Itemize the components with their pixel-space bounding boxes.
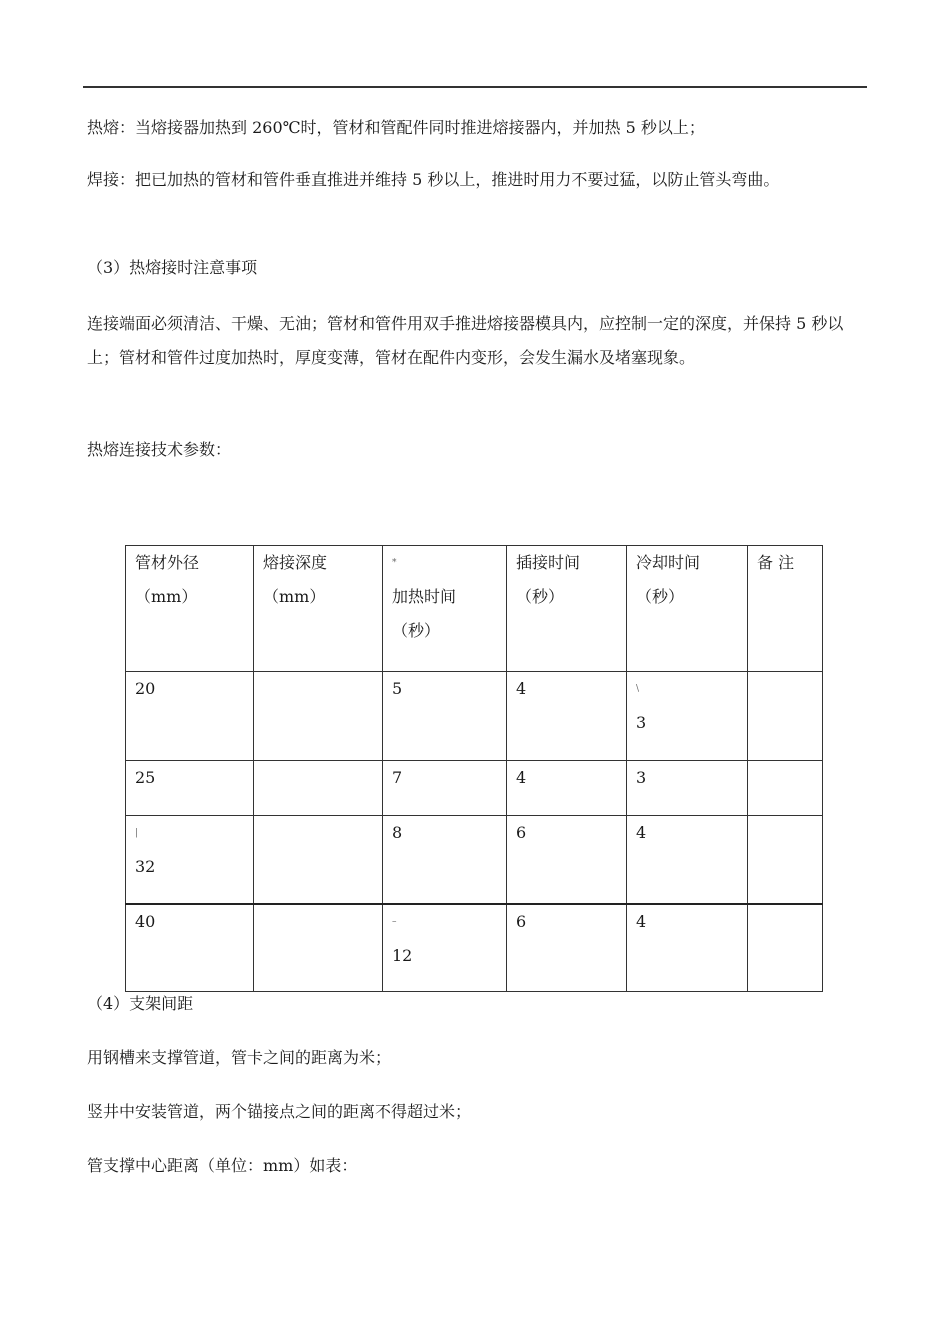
- cell-depth: [254, 816, 383, 904]
- table-row: [126, 904, 823, 992]
- cell-note: [748, 761, 823, 816]
- cell-heating-time: – 12: [383, 904, 507, 992]
- cell-diameter: | 32: [126, 816, 254, 904]
- cell-insert-time: 6: [507, 904, 627, 992]
- cell-note: [748, 672, 823, 761]
- header-melt-depth: 熔接深度 （mm）: [254, 546, 383, 672]
- table-header-row: [126, 546, 823, 672]
- scan-mark: *: [392, 558, 397, 568]
- scan-mark: |: [135, 828, 139, 838]
- hot-melt-parameters-table: [125, 545, 823, 992]
- paragraph-channel-support: 用钢槽来支撑管道，管卡之间的距离为米；: [87, 1048, 392, 1067]
- cell-diameter: 20: [126, 672, 254, 761]
- cell-cooling-time: 4: [627, 904, 748, 992]
- header-cooling-time: 冷却时间 （秒）: [627, 546, 748, 672]
- table-row: [126, 816, 823, 904]
- cell-diameter: 40: [126, 904, 254, 992]
- cell-depth: [254, 672, 383, 761]
- cell-heating-time: 5: [383, 672, 507, 761]
- paragraph-parameters-intro: 热熔连接技术参数：: [87, 440, 232, 459]
- header-heating-time: * 加热时间 （秒）: [383, 546, 507, 672]
- cell-insert-time: 4: [507, 761, 627, 816]
- cell-heating-time: 8: [383, 816, 507, 904]
- cell-heating-time: 7: [383, 761, 507, 816]
- cell-cooling-time: 4: [627, 816, 748, 904]
- cell-depth: [254, 904, 383, 992]
- cell-note: [748, 904, 823, 992]
- paragraph-welding: 焊接：把已加热的管材和管件垂直推进并维持 5 秒以上，推进时用力不要过猛，以防止管头弯曲。: [87, 170, 780, 189]
- cell-cooling-time: \ 3: [627, 672, 748, 761]
- header-insert-time: 插接时间 （秒）: [507, 546, 627, 672]
- scan-mark: \: [636, 684, 640, 694]
- cell-insert-time: 4: [507, 672, 627, 761]
- cell-insert-time: 6: [507, 816, 627, 904]
- cell-diameter: 25: [126, 761, 254, 816]
- paragraph-precautions: 连接端面必须清洁、干燥、无油；管材和管件用双手推进熔接器模具内，应控制一定的深度，并保持 5 秒以上；管材和管件过度加热时，厚度变薄，管材在配件内变形，会发生漏水及堵塞现象。: [87, 314, 844, 367]
- header-rule: [83, 86, 867, 88]
- scan-mark: –: [392, 916, 397, 927]
- header-outer-diameter: 管材外径 （mm）: [126, 546, 254, 672]
- cell-cooling-time: 3: [627, 761, 748, 816]
- table-row: [126, 672, 823, 761]
- section-heading-support-spacing: （4）支架间距: [87, 994, 194, 1013]
- paragraph-hot-melt: 热熔：当熔接器加热到 260℃时，管材和管配件同时推进熔接器内，并加热 5 秒以上；: [87, 118, 705, 137]
- section-heading-precautions: （3）热熔接时注意事项: [87, 258, 258, 277]
- paragraph-shaft-anchors: 竖井中安装管道，两个锚接点之间的距离不得超过米；: [87, 1102, 472, 1121]
- table-row: [126, 761, 823, 816]
- paragraph-support-distance-intro: 管支撑中心距离（单位：mm）如表：: [87, 1156, 358, 1175]
- cell-depth: [254, 761, 383, 816]
- cell-note: [748, 816, 823, 904]
- header-remarks: 备 注: [748, 546, 823, 672]
